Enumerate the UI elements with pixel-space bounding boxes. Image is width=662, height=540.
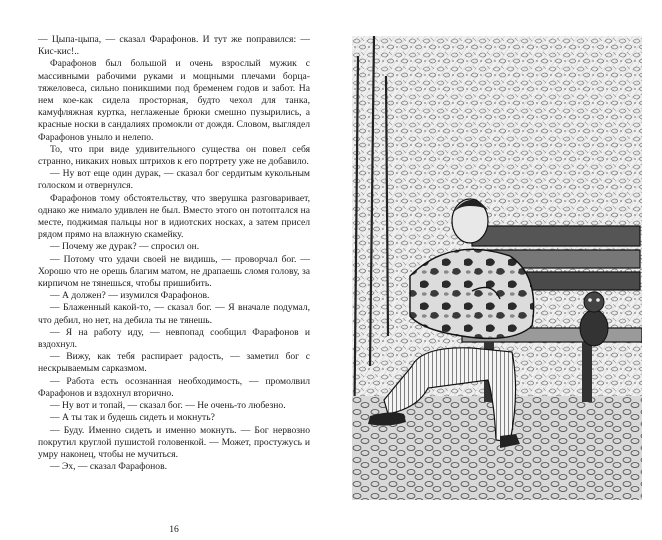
paragraph: — А должен? — изумился Фарафонов. — [50, 290, 210, 302]
paragraph: — Вижу, как тебя распирает радость, — заметил бог с нескрываемым сарказмом. — [38, 351, 310, 375]
illustration-drawing — [352, 36, 642, 500]
paragraph: — А ты так и будешь сидеть и мокнуть? — [50, 412, 215, 424]
illustration — [352, 36, 642, 500]
paragraph: — Работа есть осознанная необходимость, — промолвил Фарафонов и вздохнул вторично. — [38, 375, 310, 399]
paragraph: — Почему же дурак? — спросил он. — [50, 241, 200, 253]
left-page — [38, 34, 310, 535]
paragraph: Фарафонов был большой и очень взрослый мужик с массивными рабочими руками и мощными плечами борца-тяжеловеса, сильно поникшими под бременем годов и забот. На нем кое-как сидела просторная, будто чехол для танка, камуфляжная куртка, неглаженые брюки смешно пузырились, а красные носки в сандалиях промокли от дождя. Словом, выглядел Фарафонов уныло и нелепо. — [38, 58, 310, 143]
paragraph: — Буду. Именно сидеть и именно мокнуть. — Бог нервозно покрутил круглой пушистой головенкой. — Может, простужусь и умру наконец, чтобы не мучиться. — [38, 424, 310, 460]
page-number: 16 — [169, 524, 179, 535]
paragraph: — Потому что удачи своей не видишь, — проворчал бог. — Хорошо что не орешь благим матом, не драпаешь сломя голову, за кирпичом не тянешься, чтобы пришибить. — [38, 253, 310, 290]
paragraph: Фарафонов тому обстоятельству, что зверушка разговаривает, однако же нимало удивлен не был. Вместо этого он потоптался на месте, поджимая пальцы ног в идиотских носках, а затем присел рядом прямо на влажную скамейку. — [38, 192, 310, 241]
paragraph: — Ну вот еще один дурак, — сказал бог сердитым кукольным голоском и отвернулся. — [38, 168, 310, 192]
animal-figure — [580, 292, 608, 346]
paragraph: — Цыпа-цыпа, — сказал Фарафонов. И тут же поправился: — Кис-кис!.. — [38, 34, 310, 58]
paragraph: — Ну вот и топай, — сказал бог. — Не очень-то любезно. — [50, 400, 286, 412]
paragraph: — Эх, — сказал Фарафонов. — [50, 461, 168, 473]
paragraph: — Блаженный какой-то, — сказал бог. — Я вначале подумал, что дебил, но нет, на дебила ты не тянешь. — [38, 302, 310, 326]
paragraph: — Я на работу иду, — невпопад сообщил Фарафонов и вздохнул. — [38, 326, 310, 351]
paragraph: То, что при виде удивительного существа он повел себя странно, никаких новых штрихов к его портрету уже не добавило. — [38, 143, 310, 168]
